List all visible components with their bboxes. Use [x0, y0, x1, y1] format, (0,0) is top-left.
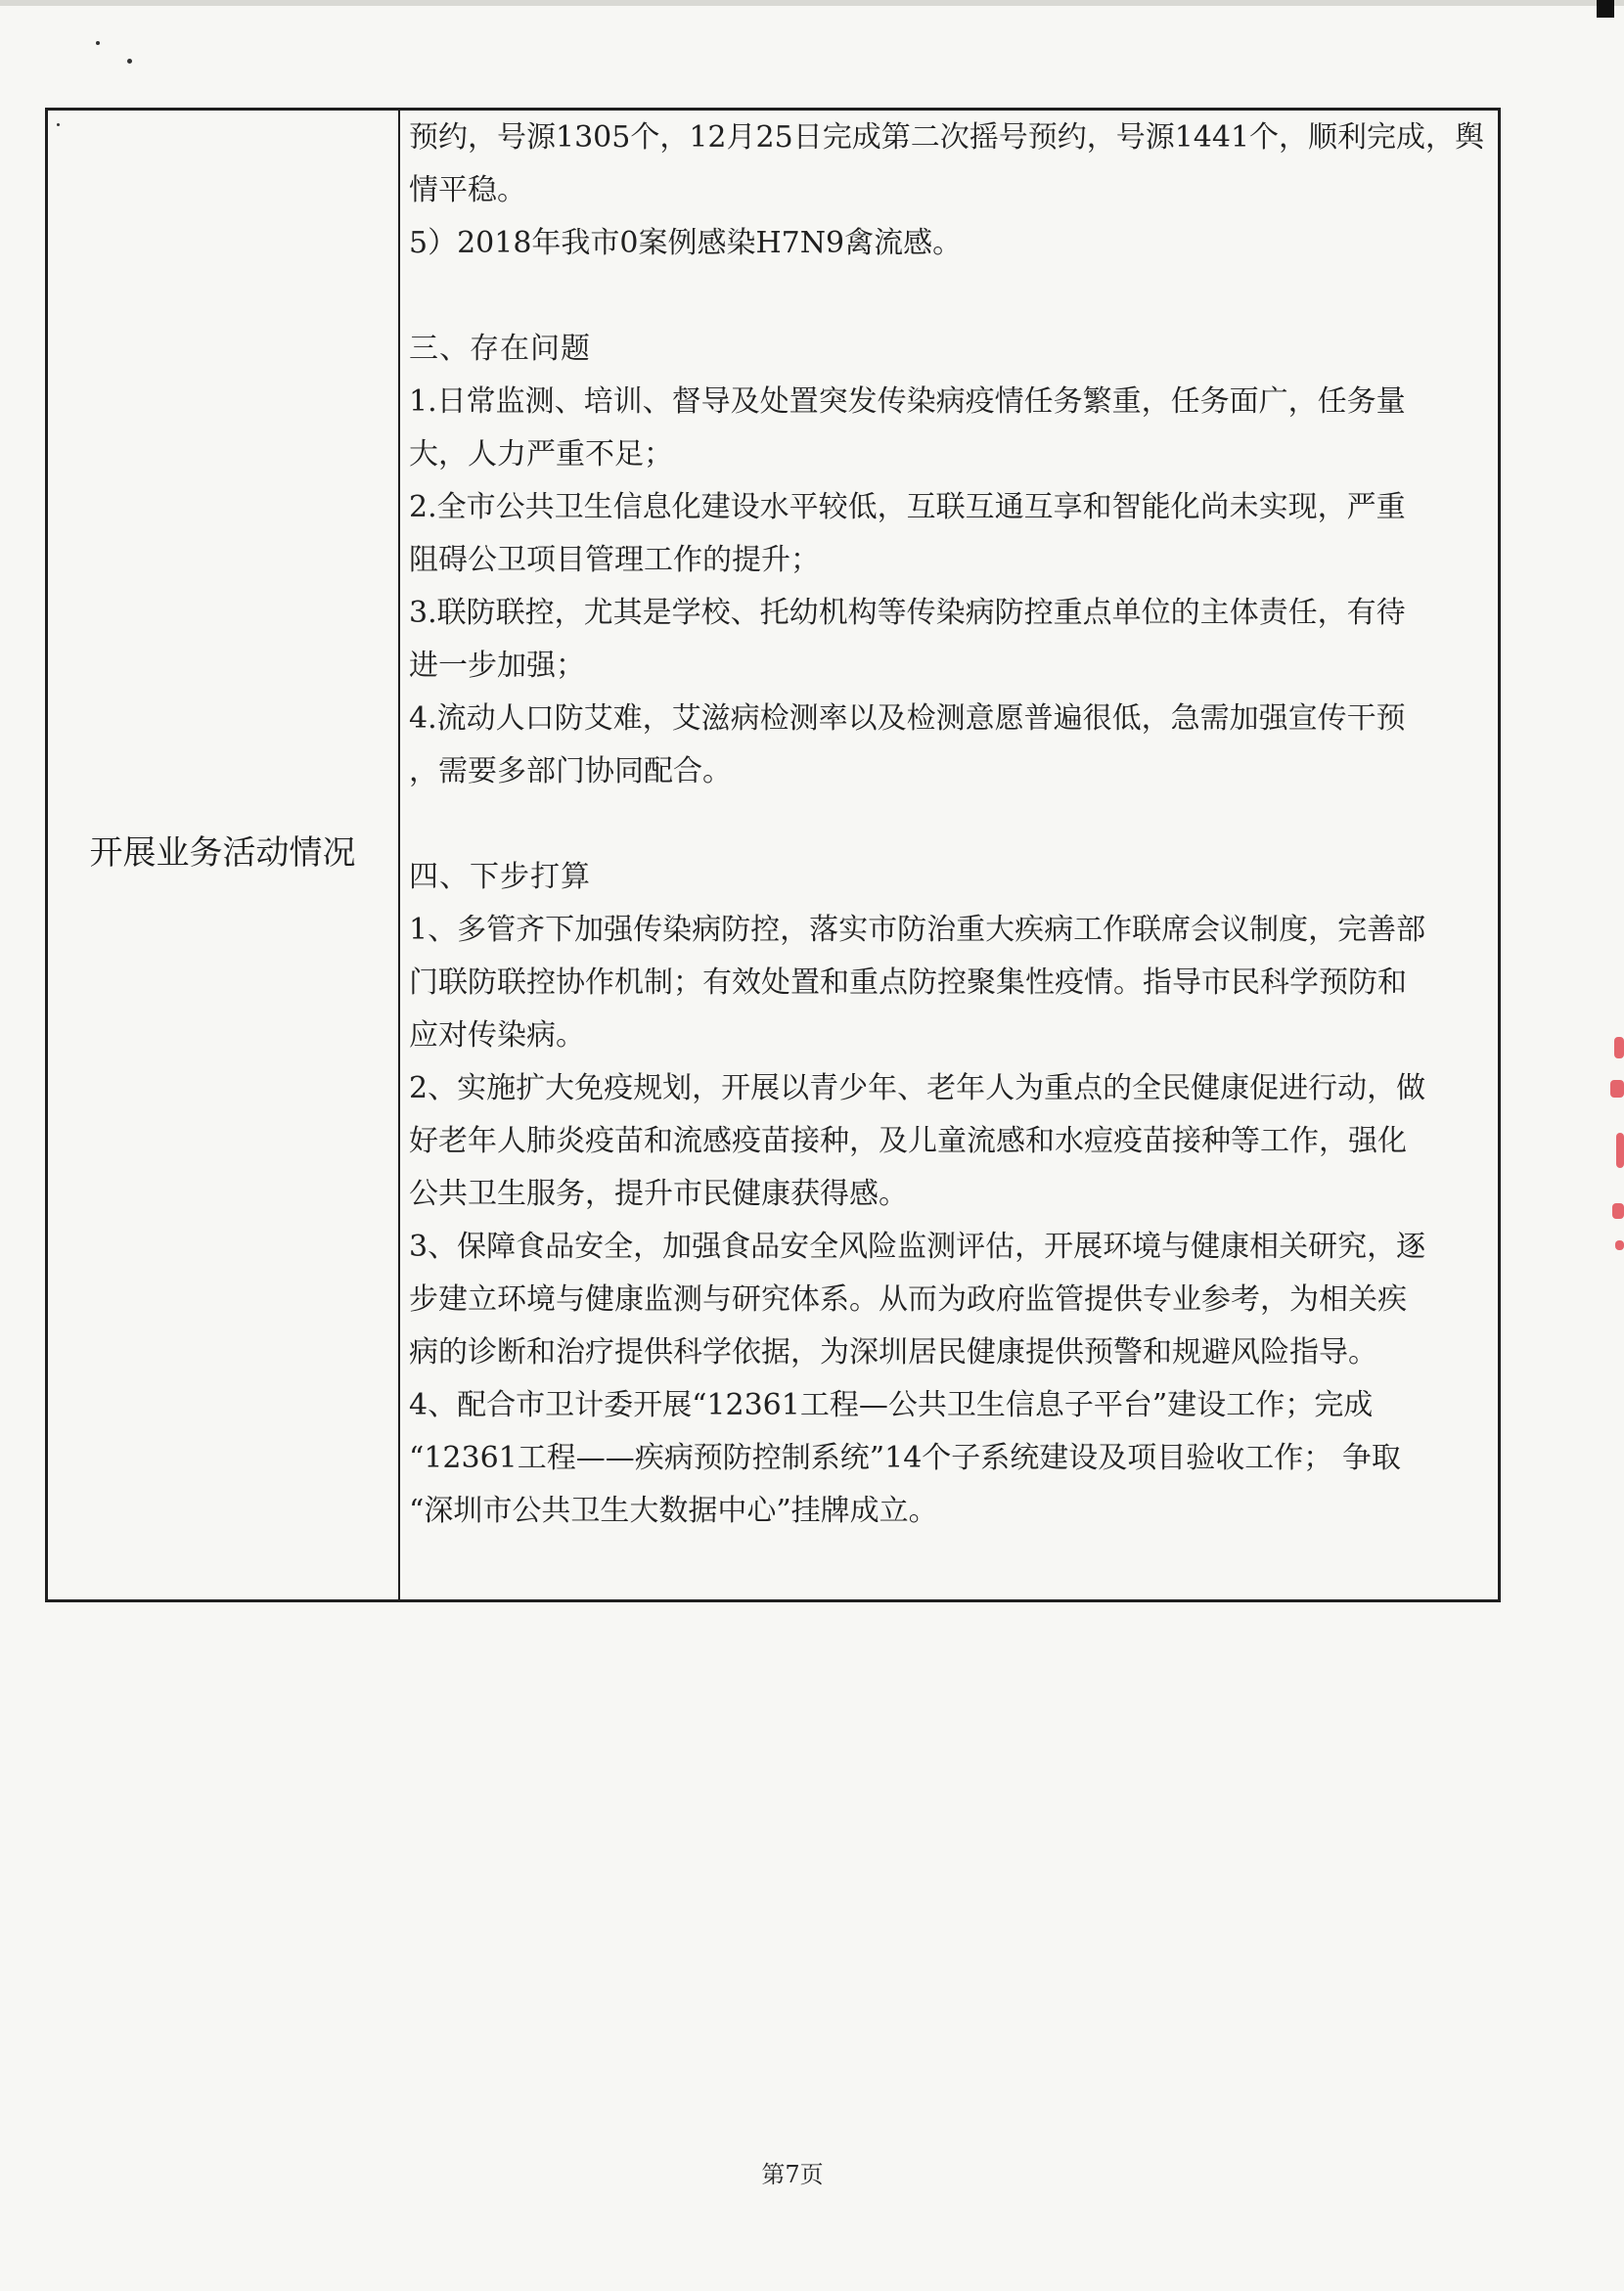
seal-fragment-mark [1616, 1133, 1624, 1168]
seal-fragment-mark [1610, 1080, 1624, 1098]
scan-speck [96, 41, 100, 45]
section-4-item-3-line-2: 步建立环境与健康监测与研究体系。从而为政府监管提供专业参考，为相关疾 [409, 1282, 1407, 1317]
section-4-item-4-line-3: “深圳市公共卫生大数据中心”挂牌成立。 [409, 1494, 938, 1528]
section-3-item-3-line-1: 3.联防联控，尤其是学校、托幼机构等传染病防控重点单位的主体责任，有待 [409, 596, 1406, 630]
section-4-item-2-line-3: 公共卫生服务，提升市民健康获得感。 [409, 1177, 908, 1211]
page-number: 第7页 [761, 2161, 824, 2188]
section-gap [409, 270, 1493, 323]
scan-speck [127, 59, 132, 64]
table-column-divider [398, 108, 400, 1602]
section-4-item-1-line-1: 1、多管齐下加强传染病防控，落实市防治重大疾病工作联席会议制度，完善部 [409, 913, 1426, 947]
scan-corner-mark [1597, 0, 1614, 18]
scan-top-edge [0, 0, 1624, 6]
section-gap [409, 798, 1493, 851]
seal-fragment-mark [1612, 1203, 1624, 1219]
section-4-item-1-line-3: 应对传染病。 [409, 1018, 585, 1053]
section-4-item-1-line-2: 门联防联控协作机制；有效处置和重点防控聚集性疫情。指导市民科学预防和 [409, 966, 1407, 1000]
left-cell-label: 开展业务活动情况 [89, 833, 356, 873]
section-4-item-2-line-2: 好老年人肺炎疫苗和流感疫苗接种，及儿童流感和水痘疫苗接种等工作，强化 [409, 1124, 1407, 1158]
section-3-item-4-line-2: ，需要多部门协同配合。 [409, 754, 732, 788]
section-3-item-2-line-1: 2.全市公共卫生信息化建设水平较低，互联互通互享和智能化尚未实现，严重 [409, 490, 1406, 524]
section-3-item-4-line-1: 4.流动人口防艾难，艾滋病检测率以及检测意愿普遍很低，急需加强宣传干预 [409, 701, 1406, 736]
right-cell-content [409, 112, 1493, 1538]
content-line-3: 5）2018年我市0案例感染H7N9禽流感。 [409, 226, 963, 260]
section-3-item-2-line-2: 阻碍公卫项目管理工作的提升； [409, 543, 820, 577]
section-4-item-3-line-1: 3、保障食品安全，加强食品安全风险监测评估，开展环境与健康相关研究，逐 [409, 1230, 1426, 1264]
section-3-item-1-line-2: 大，人力严重不足； [409, 437, 673, 472]
section-4-item-2-line-1: 2、实施扩大免疫规划，开展以青少年、老年人为重点的全民健康促进行动，做 [409, 1071, 1426, 1105]
section-4-title: 四、下步打算 [409, 860, 591, 894]
seal-fragment-mark [1615, 1240, 1624, 1250]
section-3-item-3-line-2: 进一步加强； [409, 649, 585, 683]
section-4-item-3-line-3: 病的诊断和治疗提供科学依据，为深圳居民健康提供预警和规避风险指导。 [409, 1335, 1377, 1370]
seal-fragment-mark [1614, 1037, 1624, 1058]
section-3-item-1-line-1: 1.日常监测、培训、督导及处置突发传染病疫情任务繁重，任务面广，任务量 [409, 384, 1406, 419]
section-3-title: 三、存在问题 [409, 332, 591, 366]
section-4-item-4-line-2: “12361工程——疾病预防控制系统”14个子系统建设及项目验收工作； 争取 [409, 1441, 1401, 1475]
seal-fragment [1606, 1037, 1624, 1252]
content-line-2: 情平稳。 [409, 173, 526, 207]
content-line-1: 预约，号源1305个，12月25日完成第二次摇号预约，号源1441个，顺利完成，舆 [409, 120, 1485, 155]
section-4-item-4-line-1: 4、配合市卫计委开展“12361工程—公共卫生信息子平台”建设工作；完成 [409, 1388, 1374, 1422]
